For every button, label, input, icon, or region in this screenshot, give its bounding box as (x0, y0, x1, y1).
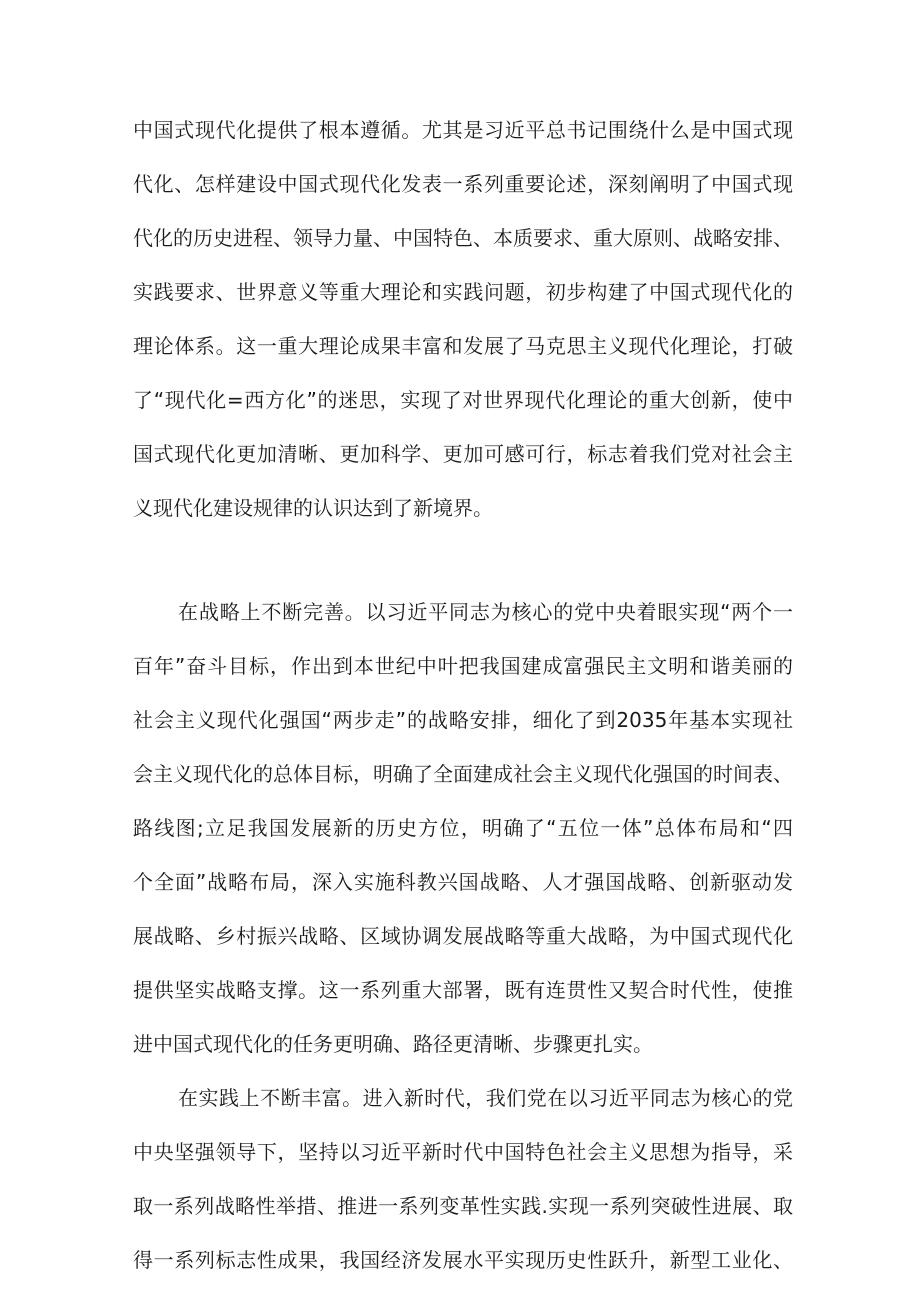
paragraph-line: 在实践上不断丰富。进入新时代，我们党在以习近平同志为核心的党 (178, 1086, 793, 1110)
paragraph-line: 代化的历史进程、领导力量、中国特色、本质要求、重大原则、战略安排、 (133, 226, 793, 250)
paragraph-line: 理论体系。这一重大理论成果丰富和发展了马克思主义现代化理论，打破 (133, 334, 793, 358)
paragraph-line: 取一系列战略性举措、推进一系列变革性实践.实现一系列突破性进展、取 (133, 1194, 793, 1218)
paragraph-line: 进中国式现代化的任务更明确、路径更清晰、步骤更扎实。 (133, 1032, 653, 1056)
paragraph-line: 会主义现代化的总体目标，明确了全面建成社会主义现代化强国的时间表、 (133, 762, 793, 786)
paragraph-line: 个全面”战略布局，深入实施科教兴国战略、人才强国战略、创新驱动发 (133, 870, 793, 894)
paragraph-line: 社会主义现代化强国“两步走”的战略安排，细化了到2035年基本实现社 (133, 708, 793, 732)
paragraph-line: 在战略上不断完善。以习近平同志为核心的党中央着眼实现“两个一 (178, 600, 793, 624)
paragraph-line: 提供坚实战略支撑。这一系列重大部署，既有连贯性又契合时代性，使推 (133, 978, 793, 1002)
paragraph-line: 中国式现代化提供了根本遵循。尤其是习近平总书记围绕什么是中国式现 (133, 118, 793, 142)
paragraph-line: 路线图;立足我国发展新的历史方位，明确了“五位一体”总体布局和“四 (133, 816, 793, 840)
paragraph-line: 代化、怎样建设中国式现代化发表一系列重要论述，深刻阐明了中国式现 (133, 172, 793, 196)
paragraph-line: 中央坚强领导下，坚持以习近平新时代中国特色社会主义思想为指导，采 (133, 1140, 793, 1164)
paragraph-line: 得一系列标志性成果，我国经济发展水平实现历史性跃升，新型工业化、 (133, 1248, 793, 1272)
paragraph-line: 国式现代化更加清晰、更加科学、更加可感可行，标志着我们党对社会主 (133, 442, 793, 466)
paragraph-line: 实践要求、世界意义等重大理论和实践问题，初步构建了中国式现代化的 (133, 280, 793, 304)
paragraph-line: 义现代化建设规律的认识达到了新境界。 (133, 496, 493, 520)
paragraph-line: 展战略、乡村振兴战略、区域协调发展战略等重大战略，为中国式现代化 (133, 924, 793, 948)
paragraph-line: 了“现代化=西方化”的迷思，实现了对世界现代化理论的重大创新，使中 (133, 388, 793, 412)
paragraph-line: 百年”奋斗目标，作出到本世纪中叶把我国建成富强民主文明和谐美丽的 (133, 654, 793, 678)
